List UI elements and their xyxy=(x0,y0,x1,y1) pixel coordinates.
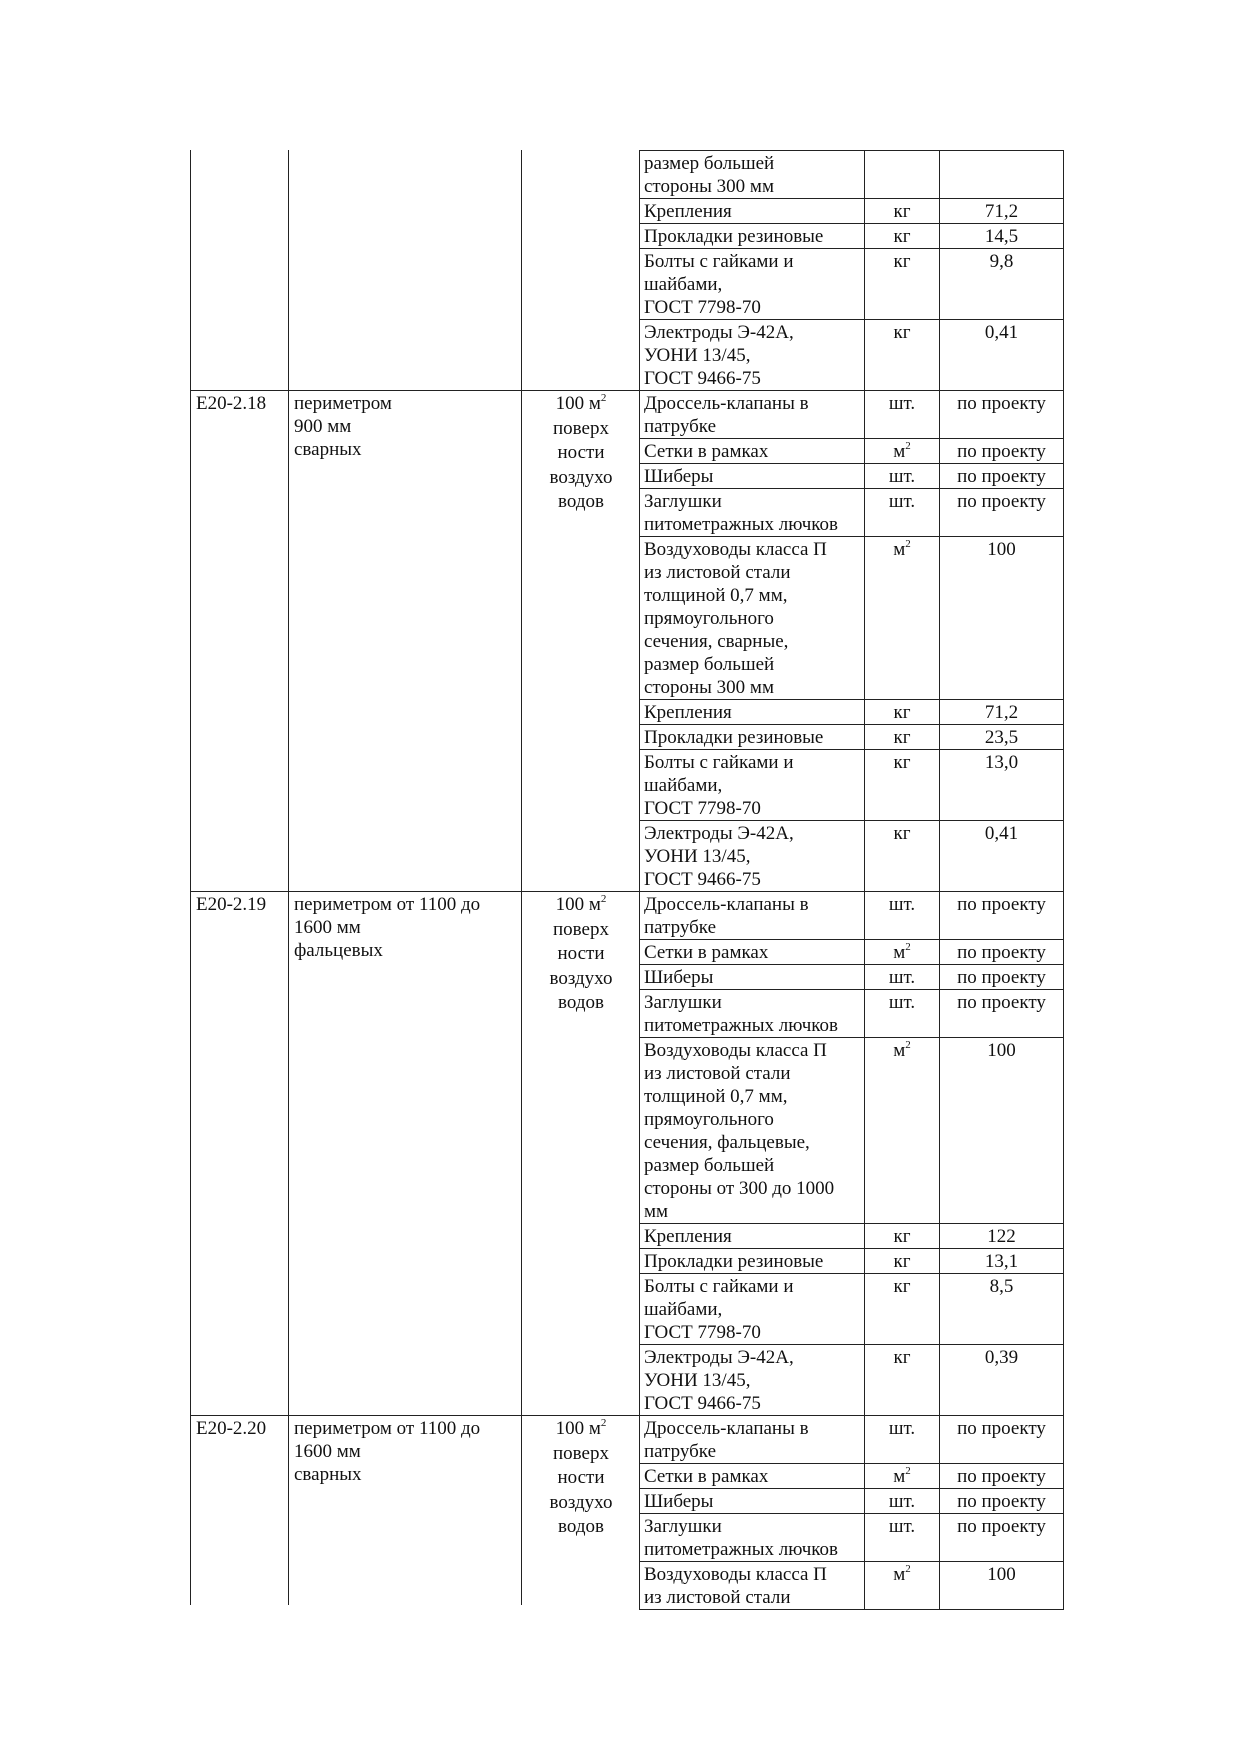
resource-unit xyxy=(865,224,940,249)
unit-label: кг xyxy=(893,727,911,748)
resource-quantity: по проекту xyxy=(940,892,1064,940)
left-column-border xyxy=(190,150,191,1605)
description-column-border xyxy=(288,150,289,1605)
resource-unit xyxy=(865,965,940,990)
resource-unit xyxy=(865,1562,940,1610)
meter-line: водов xyxy=(558,992,604,1014)
unit-label: шт. xyxy=(888,992,916,1013)
table-row xyxy=(640,320,1064,391)
table-row xyxy=(640,700,1064,725)
resource-unit xyxy=(865,892,940,940)
resource-name: Прокладки резиновые xyxy=(640,725,865,750)
unit-exponent: 2 xyxy=(905,1465,911,1477)
unit-label: м xyxy=(893,1040,906,1061)
resource-table xyxy=(639,150,1064,1610)
resource-name: Сетки в рамках xyxy=(640,940,865,965)
resource-quantity: 0,39 xyxy=(940,1345,1064,1416)
resource-name: Сетки в рамках xyxy=(640,1464,865,1489)
table-row xyxy=(640,537,1064,700)
table-row xyxy=(640,1464,1064,1489)
resource-name: Электроды Э-42А, УОНИ 13/45, ГОСТ 9466-75 xyxy=(640,320,865,391)
table-row xyxy=(640,489,1064,537)
resource-name: Шиберы xyxy=(640,1489,865,1514)
resource-quantity: 23,5 xyxy=(940,725,1064,750)
unit-label: шт. xyxy=(888,491,916,512)
meter-value xyxy=(528,893,634,918)
unit-label: кг xyxy=(893,823,911,844)
unit-exponent: 2 xyxy=(905,1039,911,1051)
table-row xyxy=(640,892,1064,940)
resource-quantity: по проекту xyxy=(940,1416,1064,1464)
unit-exponent: 2 xyxy=(905,538,911,550)
table-row xyxy=(640,1345,1064,1416)
resource-name: Сетки в рамках xyxy=(640,439,865,464)
table-row xyxy=(640,224,1064,249)
meter-exponent: 2 xyxy=(600,893,607,905)
meter-exponent: 2 xyxy=(600,392,607,404)
block-divider xyxy=(190,1415,639,1416)
table-row xyxy=(640,821,1064,892)
unit-label: шт. xyxy=(888,1418,916,1439)
resource-name: Дроссель-клапаны в патрубке xyxy=(640,391,865,439)
norm-description: периметром от 1100 до 1600 мм фальцевых xyxy=(294,894,481,961)
resource-quantity: по проекту xyxy=(940,1489,1064,1514)
resource-name: размер большей стороны 300 мм xyxy=(640,151,865,199)
table-row xyxy=(640,990,1064,1038)
meter-line: ности xyxy=(557,943,605,965)
resource-quantity: по проекту xyxy=(940,965,1064,990)
resource-quantity: 13,1 xyxy=(940,1249,1064,1274)
table-row xyxy=(640,464,1064,489)
resource-name: Заглушки питометражных лючков xyxy=(640,489,865,537)
table-row xyxy=(640,1562,1064,1610)
resource-unit xyxy=(865,990,940,1038)
unit-label: кг xyxy=(893,251,911,272)
resource-name: Крепления xyxy=(640,700,865,725)
unit-label: кг xyxy=(893,1276,911,1297)
norm-meter xyxy=(528,1417,634,1540)
resource-quantity: 71,2 xyxy=(940,199,1064,224)
meter-line: ности xyxy=(557,442,605,464)
resource-unit xyxy=(865,821,940,892)
meter-line: воздухо xyxy=(549,1491,613,1513)
meter-line: поверх xyxy=(553,1442,609,1464)
unit-label: кг xyxy=(893,1347,911,1368)
resource-unit xyxy=(865,700,940,725)
resource-quantity: 8,5 xyxy=(940,1274,1064,1345)
norm-meter xyxy=(528,392,634,515)
resource-name: Воздуховоды класса П из листовой стали толщиной 0,7 мм, прямоугольного сечения, фальцевые, размер большей стороны от 300 до 1000 мм xyxy=(640,1038,865,1224)
meter-column-border xyxy=(521,150,522,1605)
unit-label: кг xyxy=(893,752,911,773)
resource-unit xyxy=(865,1249,940,1274)
unit-label: м xyxy=(893,1564,906,1585)
unit-label: кг xyxy=(893,702,911,723)
unit-exponent: 2 xyxy=(905,1563,911,1575)
table-row xyxy=(640,249,1064,320)
resource-name: Заглушки питометражных лючков xyxy=(640,1514,865,1562)
meter-value xyxy=(528,1417,634,1442)
unit-label: шт. xyxy=(888,393,916,414)
resource-unit xyxy=(865,1514,940,1562)
resource-quantity: по проекту xyxy=(940,1514,1064,1562)
resource-quantity: 100 xyxy=(940,1038,1064,1224)
meter-line: поверх xyxy=(553,918,609,940)
table-row xyxy=(640,439,1064,464)
unit-label: м xyxy=(893,539,906,560)
table-row xyxy=(640,151,1064,199)
table-row xyxy=(640,750,1064,821)
norm-description: периметром от 1100 до 1600 мм сварных xyxy=(294,1418,481,1485)
resource-norms-document xyxy=(190,150,1063,1608)
unit-exponent: 2 xyxy=(905,941,911,953)
unit-label: м xyxy=(893,1466,906,1487)
resource-quantity: 100 xyxy=(940,1562,1064,1610)
meter-line: воздухо xyxy=(549,466,613,488)
block-divider xyxy=(190,891,639,892)
resource-unit xyxy=(865,1489,940,1514)
resource-quantity: по проекту xyxy=(940,1464,1064,1489)
resource-name: Воздуховоды класса П из листовой стали толщиной 0,7 мм, прямоугольного сечения, сварные, размер большей стороны 300 мм xyxy=(640,537,865,700)
resource-name: Крепления xyxy=(640,1224,865,1249)
resource-quantity: по проекту xyxy=(940,464,1064,489)
table-row xyxy=(640,1489,1064,1514)
unit-label: м xyxy=(893,942,906,963)
meter-value-text: 100 м xyxy=(555,894,601,915)
resource-name: Заглушки питометражных лючков xyxy=(640,990,865,1038)
resource-quantity: 9,8 xyxy=(940,249,1064,320)
resource-unit xyxy=(865,537,940,700)
resource-name: Воздуховоды класса П из листовой стали xyxy=(640,1562,865,1610)
norm-code: Е20-2.18 xyxy=(196,393,267,414)
unit-label: кг xyxy=(893,226,911,247)
table-row xyxy=(640,1416,1064,1464)
resource-name: Болты с гайками и шайбами, ГОСТ 7798-70 xyxy=(640,249,865,320)
table-row xyxy=(640,940,1064,965)
resource-unit xyxy=(865,1464,940,1489)
table-row xyxy=(640,199,1064,224)
norm-code: Е20-2.19 xyxy=(196,894,267,915)
resource-unit xyxy=(865,1345,940,1416)
resource-quantity: по проекту xyxy=(940,391,1064,439)
unit-exponent: 2 xyxy=(905,440,911,452)
meter-line: водов xyxy=(558,491,604,513)
resource-name: Дроссель-клапаны в патрубке xyxy=(640,892,865,940)
resource-quantity: 122 xyxy=(940,1224,1064,1249)
table-row xyxy=(640,391,1064,439)
resource-quantity: по проекту xyxy=(940,940,1064,965)
resource-name: Болты с гайками и шайбами, ГОСТ 7798-70 xyxy=(640,750,865,821)
resource-quantity: 100 xyxy=(940,537,1064,700)
table-row xyxy=(640,965,1064,990)
resource-unit xyxy=(865,940,940,965)
resource-name: Электроды Э-42А, УОНИ 13/45, ГОСТ 9466-75 xyxy=(640,1345,865,1416)
unit-label: шт. xyxy=(888,894,916,915)
meter-line: поверх xyxy=(553,417,609,439)
resource-name: Шиберы xyxy=(640,464,865,489)
table-row xyxy=(640,1224,1064,1249)
resource-name: Крепления xyxy=(640,199,865,224)
resource-unit xyxy=(865,1224,940,1249)
unit-label: шт. xyxy=(888,1516,916,1537)
resource-unit xyxy=(865,750,940,821)
table-row xyxy=(640,1274,1064,1345)
meter-line: водов xyxy=(558,1516,604,1538)
table-row xyxy=(640,1514,1064,1562)
norm-meter xyxy=(528,893,634,1016)
meter-value-text: 100 м xyxy=(555,393,601,414)
resource-name: Болты с гайками и шайбами, ГОСТ 7798-70 xyxy=(640,1274,865,1345)
norm-code: Е20-2.20 xyxy=(196,1418,267,1439)
meter-exponent: 2 xyxy=(600,1417,607,1429)
meter-value-text: 100 м xyxy=(555,1418,601,1439)
resource-name: Электроды Э-42А, УОНИ 13/45, ГОСТ 9466-75 xyxy=(640,821,865,892)
resource-quantity: 0,41 xyxy=(940,821,1064,892)
table-row xyxy=(640,725,1064,750)
resource-unit xyxy=(865,439,940,464)
meter-line: ности xyxy=(557,1467,605,1489)
resource-unit xyxy=(865,249,940,320)
resource-unit xyxy=(865,1038,940,1224)
resource-quantity: по проекту xyxy=(940,439,1064,464)
resource-quantity: по проекту xyxy=(940,489,1064,537)
resource-unit xyxy=(865,489,940,537)
resource-unit xyxy=(865,391,940,439)
resource-unit xyxy=(865,1416,940,1464)
unit-label: кг xyxy=(893,1251,911,1272)
resource-quantity: по проекту xyxy=(940,990,1064,1038)
resource-unit xyxy=(865,151,940,199)
resource-quantity: 71,2 xyxy=(940,700,1064,725)
unit-label: шт. xyxy=(888,967,916,988)
resource-unit xyxy=(865,725,940,750)
resource-quantity xyxy=(940,151,1064,199)
resource-name: Прокладки резиновые xyxy=(640,1249,865,1274)
resource-name: Шиберы xyxy=(640,965,865,990)
resource-unit xyxy=(865,320,940,391)
resource-quantity: 13,0 xyxy=(940,750,1064,821)
unit-label: кг xyxy=(893,1226,911,1247)
meter-value xyxy=(528,392,634,417)
unit-label: кг xyxy=(893,322,911,343)
table-row xyxy=(640,1249,1064,1274)
resource-name: Дроссель-клапаны в патрубке xyxy=(640,1416,865,1464)
resource-quantity: 0,41 xyxy=(940,320,1064,391)
resource-quantity: 14,5 xyxy=(940,224,1064,249)
table-row xyxy=(640,1038,1064,1224)
norm-description: периметром 900 мм сварных xyxy=(294,393,392,460)
unit-label: кг xyxy=(893,201,911,222)
resource-unit xyxy=(865,199,940,224)
resource-unit xyxy=(865,1274,940,1345)
block-divider xyxy=(190,390,639,391)
meter-line: воздухо xyxy=(549,967,613,989)
unit-label: м xyxy=(893,441,906,462)
unit-label: шт. xyxy=(888,1491,916,1512)
unit-label: шт. xyxy=(888,466,916,487)
resource-name: Прокладки резиновые xyxy=(640,224,865,249)
resource-unit xyxy=(865,464,940,489)
